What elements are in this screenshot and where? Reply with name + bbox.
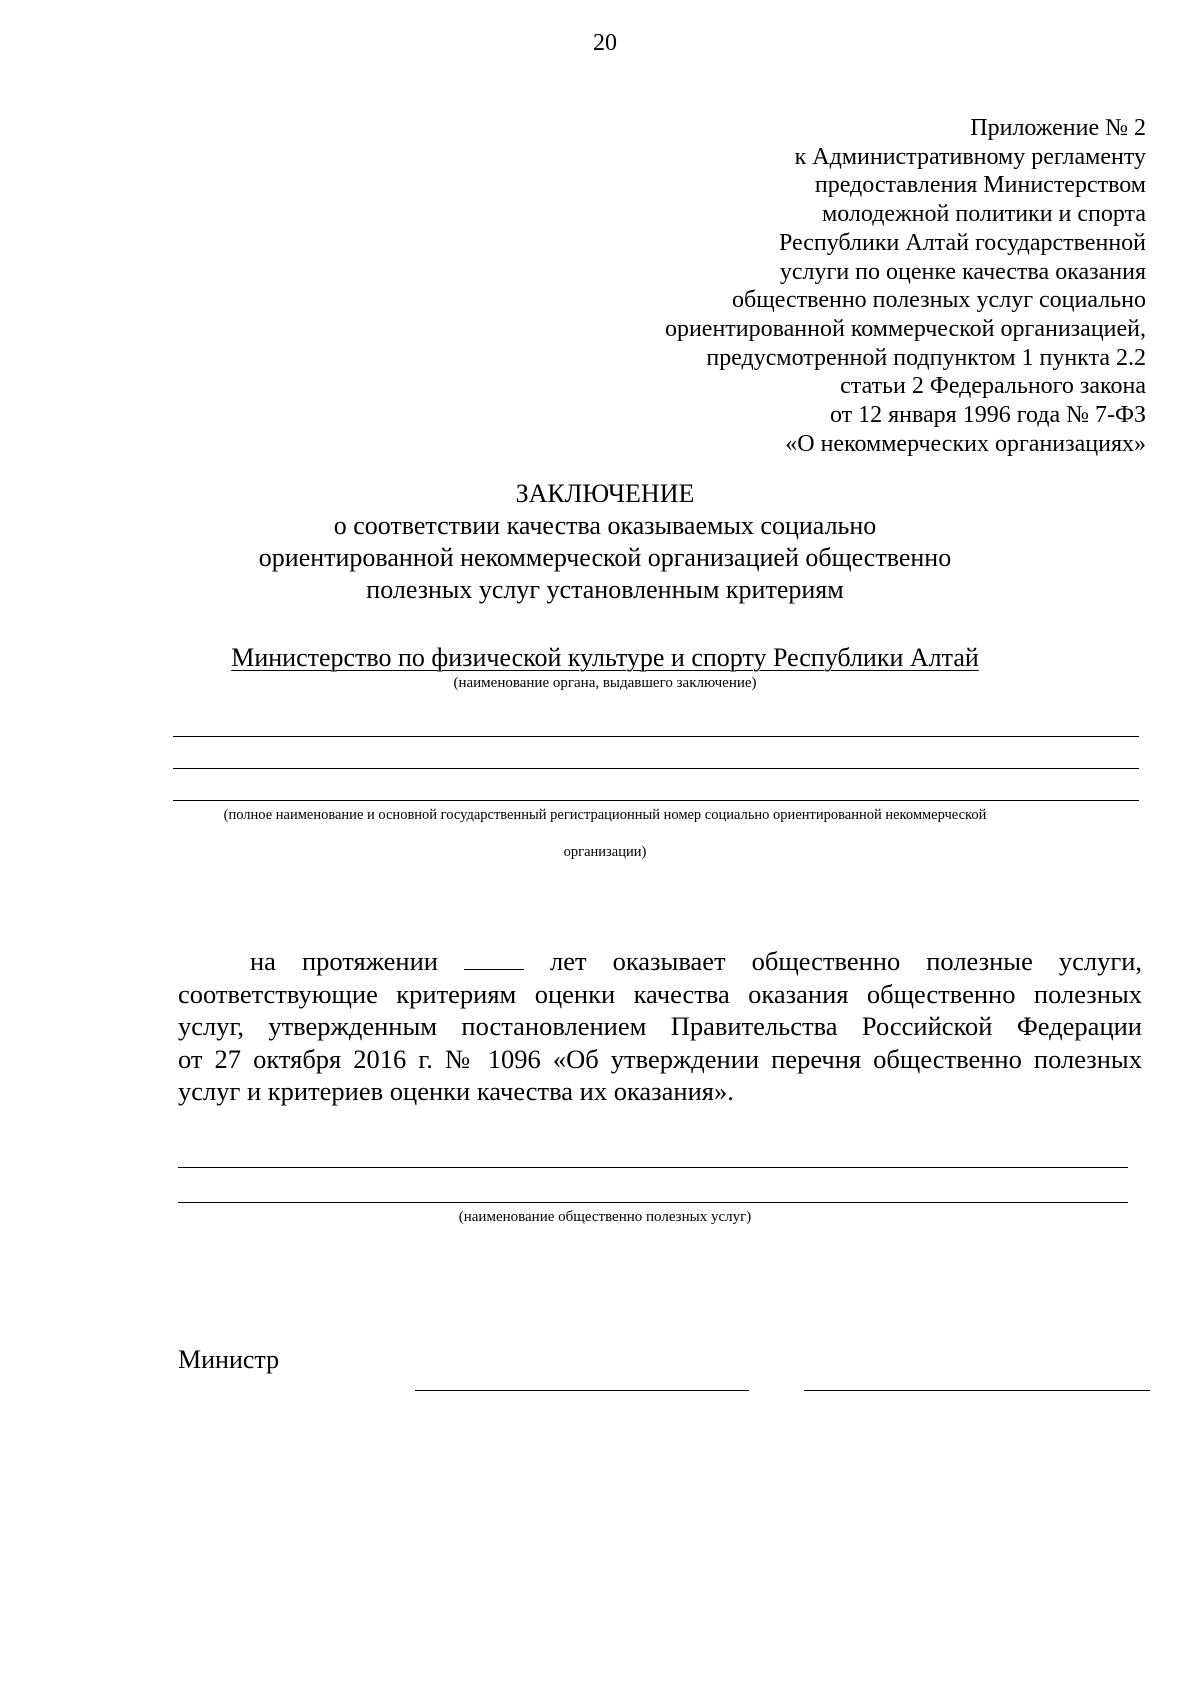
signature-line[interactable]: [415, 1390, 749, 1391]
organization-blank-line-1[interactable]: [173, 736, 1139, 737]
document-title: [0, 478, 1200, 606]
body-line: [178, 945, 1142, 978]
title-subtitle-line: о соответствии качества оказываемых социально: [333, 511, 877, 540]
appendix-line: предоставления Министерством: [814, 172, 1146, 199]
appendix-line: статьи 2 Федерального закона: [840, 373, 1146, 400]
organization-caption-line1: (полное наименование и основной государственный регистрационный номер социально ориентированной некоммерческой: [223, 807, 987, 823]
organization-caption-line2: организации): [563, 844, 647, 860]
signature-label: Министр: [178, 1345, 280, 1374]
appendix-line: Республики Алтай государственной: [778, 229, 1146, 256]
organization-blank-line-3[interactable]: [173, 800, 1139, 801]
appendix-line: услуги по оценке качества оказания: [779, 258, 1146, 285]
body-line: услуг, утвержденным постановлением Правительства Российской Федерации: [178, 1011, 1142, 1042]
body-line: соответствующие критериям оценки качества оказания общественно полезных: [178, 978, 1142, 1009]
issuer-name-field: [0, 643, 1200, 673]
issuer-caption: (наименование органа, выдавшего заключение): [453, 675, 757, 691]
appendix-line: общественно полезных услуг социально: [732, 287, 1146, 314]
appendix-line: к Административному регламенту: [794, 143, 1146, 170]
services-caption: (наименование общественно полезных услуг): [458, 1209, 752, 1225]
body-line: услуг и критериев оценки качества их оказания».: [178, 1076, 734, 1107]
years-blank-field[interactable]: [464, 949, 524, 970]
page-number: 20: [593, 30, 617, 56]
title-subtitle-line: полезных услуг установленным критериям: [366, 575, 844, 604]
conclusion-body: [178, 945, 1142, 1108]
organization-blank-line-2[interactable]: [173, 768, 1139, 769]
body-line: от 27 октября 2016 г. № 1096 «Об утверждении перечня общественно полезных: [178, 1043, 1142, 1074]
body-line1-after: лет оказывает общественно полезные услуги,: [550, 946, 1143, 976]
appendix-line: Приложение № 2: [970, 115, 1146, 141]
title-subtitle-line: ориентированной некоммерческой организацией общественно: [258, 543, 952, 572]
appendix-line: «О некоммерческих организациях»: [785, 430, 1146, 457]
body-line1-before: на протяжении: [250, 946, 438, 976]
appendix-line: ориентированной коммерческой организацией,: [664, 315, 1146, 342]
appendix-header: [665, 114, 1146, 458]
signature-name-line[interactable]: [804, 1390, 1150, 1391]
issuer-name: Министерство по физической культуре и спорту Республики Алтай: [231, 643, 979, 672]
appendix-line: от 12 января 1996 года № 7-ФЗ: [829, 402, 1146, 429]
appendix-line: предусмотренной подпунктом 1 пункта 2.2: [706, 344, 1146, 371]
services-blank-line-2[interactable]: [178, 1202, 1128, 1203]
services-blank-line-1[interactable]: [178, 1167, 1128, 1168]
title-heading: ЗАКЛЮЧЕНИЕ: [515, 479, 695, 508]
appendix-line: молодежной политики и спорта: [822, 201, 1146, 228]
